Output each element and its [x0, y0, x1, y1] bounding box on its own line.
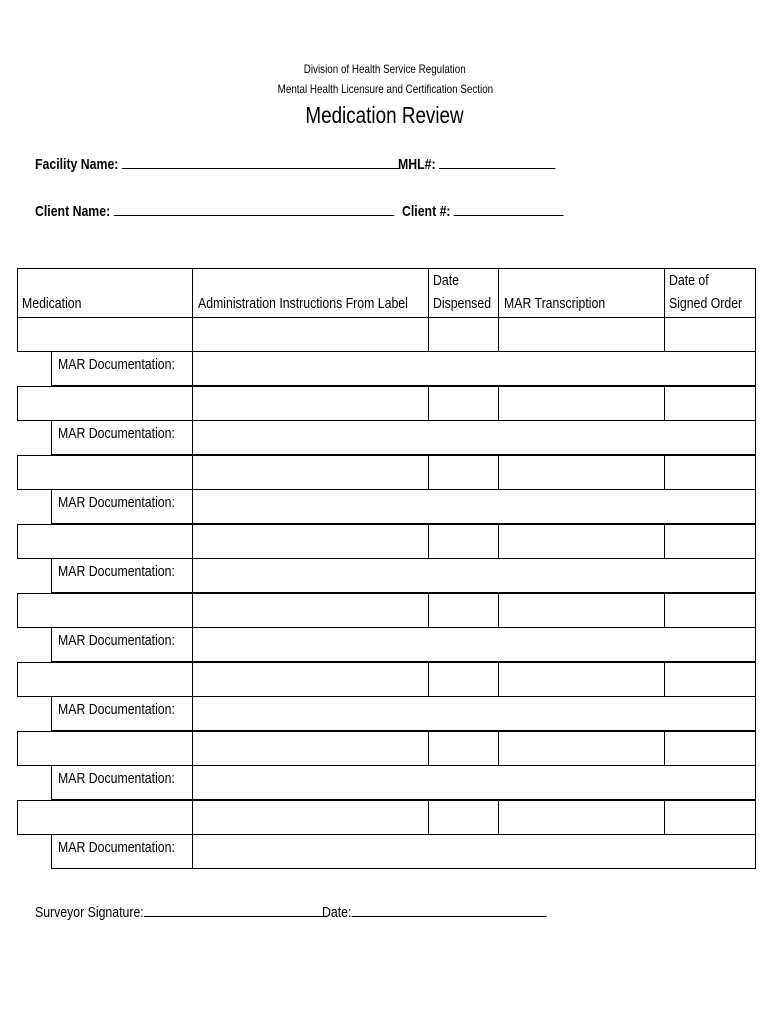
medication-cell[interactable]	[17, 317, 193, 352]
medication-cell[interactable]	[17, 524, 193, 559]
mar-documentation-label-cell	[51, 558, 193, 593]
mar-documentation-cell[interactable]	[192, 834, 756, 869]
mar-transcription-cell[interactable]	[498, 455, 665, 490]
mar-documentation-label: MAR Documentation:	[58, 563, 175, 580]
client-name-label: Client Name:	[35, 203, 111, 220]
date-signed-order-cell[interactable]	[664, 524, 756, 559]
surveyor-signature-label: Surveyor Signature:	[35, 904, 144, 921]
surveyor-signature-line[interactable]	[144, 902, 326, 917]
medication-cell[interactable]	[17, 386, 193, 421]
date-field[interactable]	[322, 902, 596, 921]
admin-instructions-cell[interactable]	[192, 731, 429, 766]
mar-documentation-cell[interactable]	[192, 558, 756, 593]
mar-documentation-cell[interactable]	[192, 351, 756, 386]
date-label: Date:	[322, 904, 352, 921]
mar-documentation-cell[interactable]	[192, 420, 756, 455]
admin-instructions-cell[interactable]	[192, 524, 429, 559]
admin-instructions-cell[interactable]	[192, 800, 429, 835]
mar-documentation-label: MAR Documentation:	[58, 701, 175, 718]
client-number-line[interactable]	[454, 201, 564, 216]
mar-documentation-cell[interactable]	[192, 489, 756, 524]
date-signed-order-cell[interactable]	[664, 593, 756, 628]
mar-transcription-cell[interactable]	[498, 593, 665, 628]
mar-documentation-label-cell	[51, 765, 193, 800]
mar-documentation-cell[interactable]	[192, 765, 756, 800]
mhl-label: MHL#:	[398, 156, 436, 173]
form-title: Medication Review	[305, 102, 465, 128]
facility-name-label: Facility Name:	[35, 156, 119, 173]
mar-documentation-cell[interactable]	[192, 627, 756, 662]
date-dispensed-header: Date Dispensed	[433, 272, 492, 312]
mar-documentation-label-cell	[51, 351, 193, 386]
admin-instructions-cell[interactable]	[192, 455, 429, 490]
mar-transcription-cell[interactable]	[498, 800, 665, 835]
mar-transcription-cell[interactable]	[498, 662, 665, 697]
mar-documentation-label: MAR Documentation:	[58, 494, 175, 511]
date-dispensed-cell[interactable]	[428, 593, 499, 628]
medication-table	[17, 268, 756, 865]
mar-transcription-cell[interactable]	[498, 386, 665, 421]
mar-transcription-cell[interactable]	[498, 317, 665, 352]
date-dispensed-cell[interactable]	[428, 455, 499, 490]
admin-instructions-cell[interactable]	[192, 662, 429, 697]
medication-cell[interactable]	[17, 455, 193, 490]
medication-cell[interactable]	[17, 662, 193, 697]
division-heading: Division of Health Service Regulation	[304, 62, 466, 76]
date-signed-order-cell[interactable]	[664, 386, 756, 421]
mar-documentation-label: MAR Documentation:	[58, 356, 175, 373]
admin-instructions-cell[interactable]	[192, 317, 429, 352]
facility-name-line[interactable]	[122, 154, 399, 169]
mar-transcription-cell[interactable]	[498, 524, 665, 559]
section-heading: Mental Health Licensure and Certification Section	[277, 82, 493, 96]
date-dispensed-cell[interactable]	[428, 317, 499, 352]
date-signed-order-cell[interactable]	[664, 731, 756, 766]
date-dispensed-cell[interactable]	[428, 524, 499, 559]
admin-instructions-cell[interactable]	[192, 593, 429, 628]
mar-documentation-label-cell	[51, 420, 193, 455]
date-signed-order-cell[interactable]	[664, 317, 756, 352]
admin-instructions-header: Administration Instructions From Label	[198, 295, 408, 312]
mar-transcription-header: MAR Transcription	[504, 295, 606, 312]
mar-documentation-cell[interactable]	[192, 696, 756, 731]
date-line[interactable]	[351, 902, 546, 917]
date-dispensed-cell[interactable]	[428, 800, 499, 835]
mhl-field[interactable]	[398, 154, 590, 173]
date-dispensed-cell[interactable]	[428, 662, 499, 697]
client-number-label: Client #:	[402, 203, 451, 220]
date-signed-order-cell[interactable]	[664, 800, 756, 835]
mar-documentation-label-cell	[51, 627, 193, 662]
date-dispensed-cell[interactable]	[428, 386, 499, 421]
medication-cell[interactable]	[17, 800, 193, 835]
client-number-field[interactable]	[402, 201, 599, 220]
mar-documentation-label-cell	[51, 489, 193, 524]
mar-documentation-label: MAR Documentation:	[58, 770, 175, 787]
mar-documentation-label-cell	[51, 696, 193, 731]
client-name-line[interactable]	[113, 201, 393, 216]
mar-transcription-cell[interactable]	[498, 731, 665, 766]
admin-instructions-cell[interactable]	[192, 386, 429, 421]
date-signed-order-cell[interactable]	[664, 455, 756, 490]
date-signed-order-header: Date of Signed Order	[669, 272, 743, 312]
date-signed-order-cell[interactable]	[664, 662, 756, 697]
medication-header: Medication	[22, 295, 82, 312]
mar-documentation-label-cell	[51, 834, 193, 869]
mar-documentation-label: MAR Documentation:	[58, 839, 175, 856]
medication-cell[interactable]	[17, 731, 193, 766]
medication-cell[interactable]	[17, 593, 193, 628]
mar-documentation-label: MAR Documentation:	[58, 632, 175, 649]
mar-documentation-label: MAR Documentation:	[58, 425, 175, 442]
mhl-line[interactable]	[439, 154, 555, 169]
date-dispensed-cell[interactable]	[428, 731, 499, 766]
